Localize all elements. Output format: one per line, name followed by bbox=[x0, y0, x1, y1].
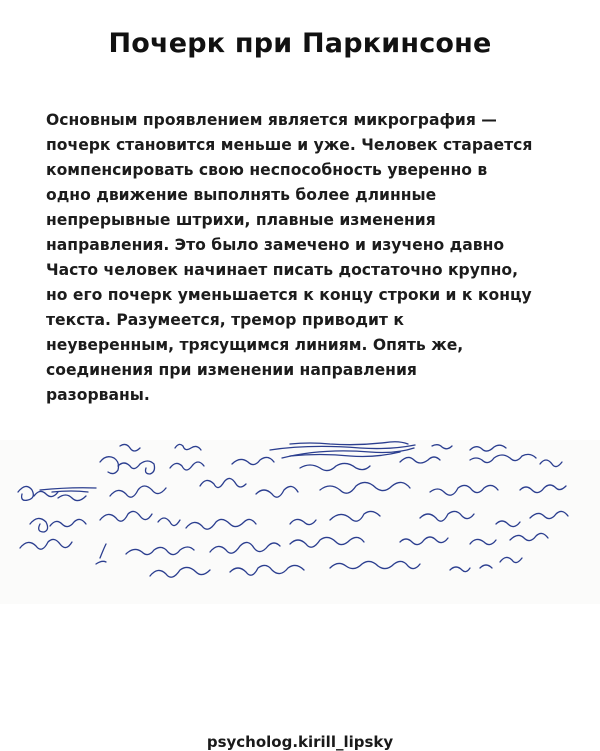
paragraph-line: разорваны. bbox=[46, 386, 150, 404]
page-title: Почерк при Паркинсоне bbox=[108, 28, 492, 59]
paragraph-line: неуверенным, трясущимся линиям. Опять же, bbox=[46, 336, 464, 354]
handwriting-scribble bbox=[0, 440, 600, 604]
paragraph-line: но его почерк уменьшается к концу строки и к концу bbox=[46, 286, 532, 304]
paragraph-line: компенсировать свою неспособность уверенно в bbox=[46, 161, 488, 179]
paragraph-line: Часто человек начинает писать достаточно крупно, bbox=[46, 261, 519, 279]
paragraph-line: Основным проявлением является микрография — bbox=[46, 111, 497, 129]
paragraph-line: направления. Это было замечено и изучено давно bbox=[46, 236, 505, 254]
paragraph-line: текста. Разумеется, тремор приводит к bbox=[46, 311, 404, 329]
author-handle: psycholog.kirill_lipsky bbox=[206, 733, 394, 751]
paragraph-line: непрерывные штрихи, плавные изменения bbox=[46, 211, 436, 229]
paragraph-line: почерк становится меньше и уже. Человек старается bbox=[46, 136, 533, 154]
paragraph-line: одно движение выполнять более длинные bbox=[46, 186, 437, 204]
description-paragraph bbox=[46, 108, 558, 408]
paragraph-line: соединения при изменении направления bbox=[46, 361, 417, 379]
handwriting-sample-image bbox=[0, 440, 600, 604]
